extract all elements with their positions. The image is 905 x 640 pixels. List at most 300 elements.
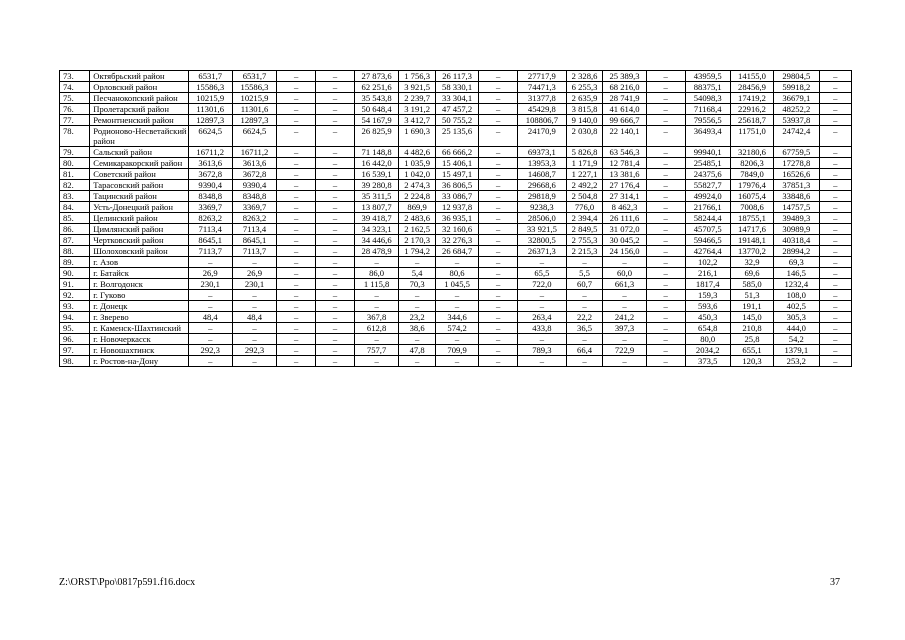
value-cell: 2 483,6 [399, 213, 436, 224]
value-cell: 22,2 [566, 312, 603, 323]
value-cell: 15586,3 [232, 82, 276, 93]
value-cell: – [479, 147, 518, 158]
value-cell: 36,5 [566, 323, 603, 334]
value-cell: 22916,2 [730, 104, 773, 115]
table-row [60, 312, 852, 323]
value-cell: 1 115,8 [354, 279, 398, 290]
value-cell: 722,0 [518, 279, 567, 290]
value-cell: 30989,9 [774, 224, 819, 235]
value-cell: – [316, 323, 355, 334]
value-cell: 869,9 [399, 202, 436, 213]
value-cell: 7113,4 [188, 224, 232, 235]
table-row [60, 279, 852, 290]
value-cell: 80,0 [685, 334, 730, 345]
value-cell: 593,6 [685, 301, 730, 312]
value-cell: 32800,5 [518, 235, 567, 246]
table-row [60, 213, 852, 224]
value-cell: – [188, 257, 232, 268]
table-row [60, 301, 852, 312]
value-cell: 26 684,7 [435, 246, 478, 257]
district-name: Шолоховский район [90, 246, 188, 257]
value-cell: 69,3 [774, 257, 819, 268]
value-cell: 2 030,8 [566, 126, 603, 147]
value-cell: – [603, 356, 646, 367]
row-number: 77. [60, 115, 90, 126]
value-cell: – [646, 202, 685, 213]
value-cell: – [479, 235, 518, 246]
value-cell: – [479, 323, 518, 334]
table-row [60, 126, 852, 147]
table-row [60, 235, 852, 246]
value-cell: – [646, 345, 685, 356]
value-cell: – [277, 191, 316, 202]
value-cell: 305,3 [774, 312, 819, 323]
value-cell: – [518, 257, 567, 268]
value-cell: 47,8 [399, 345, 436, 356]
value-cell: – [819, 279, 852, 290]
value-cell: – [646, 71, 685, 82]
value-cell: – [603, 290, 646, 301]
value-cell: – [277, 246, 316, 257]
value-cell: – [399, 257, 436, 268]
district-name: Ремонтненский район [90, 115, 188, 126]
value-cell: – [277, 147, 316, 158]
row-number: 90. [60, 268, 90, 279]
value-cell: 33 304,1 [435, 93, 478, 104]
value-cell: – [316, 224, 355, 235]
table-row [60, 115, 852, 126]
value-cell: – [316, 202, 355, 213]
value-cell: 16711,2 [188, 147, 232, 158]
value-cell: 26 111,6 [603, 213, 646, 224]
value-cell: 16711,2 [232, 147, 276, 158]
data-table [59, 70, 852, 367]
value-cell: 11301,6 [188, 104, 232, 115]
value-cell: 344,6 [435, 312, 478, 323]
value-cell: 25 389,3 [603, 71, 646, 82]
district-name: Пролетарский район [90, 104, 188, 115]
value-cell: – [277, 334, 316, 345]
value-cell: 29668,6 [518, 180, 567, 191]
row-number: 95. [60, 323, 90, 334]
value-cell: 34 323,1 [354, 224, 398, 235]
value-cell: – [646, 104, 685, 115]
table-row [60, 268, 852, 279]
value-cell: – [819, 213, 852, 224]
value-cell: – [819, 268, 852, 279]
district-name: г. Зверево [90, 312, 188, 323]
value-cell: – [603, 334, 646, 345]
value-cell: – [479, 169, 518, 180]
value-cell: 39 418,7 [354, 213, 398, 224]
value-cell: 99 666,7 [603, 115, 646, 126]
district-name: г. Волгодонск [90, 279, 188, 290]
value-cell: – [518, 290, 567, 301]
value-cell: 1817,4 [685, 279, 730, 290]
value-cell: 45707,5 [685, 224, 730, 235]
value-cell: 32,9 [730, 257, 773, 268]
row-number: 91. [60, 279, 90, 290]
value-cell: – [479, 191, 518, 202]
row-number: 98. [60, 356, 90, 367]
value-cell: – [316, 82, 355, 93]
value-cell: 15586,3 [188, 82, 232, 93]
value-cell: – [399, 290, 436, 301]
district-name: г. Гуково [90, 290, 188, 301]
value-cell: 6 255,3 [566, 82, 603, 93]
value-cell: 54098,3 [685, 93, 730, 104]
value-cell: – [646, 290, 685, 301]
value-cell: 41 614,0 [603, 104, 646, 115]
value-cell: – [399, 301, 436, 312]
value-cell: – [479, 71, 518, 82]
value-cell: – [479, 246, 518, 257]
value-cell: – [277, 235, 316, 246]
value-cell: 6531,7 [188, 71, 232, 82]
value-cell: – [819, 290, 852, 301]
value-cell: – [819, 345, 852, 356]
value-cell: 102,2 [685, 257, 730, 268]
value-cell: 16075,4 [730, 191, 773, 202]
value-cell: – [277, 115, 316, 126]
value-cell: – [819, 246, 852, 257]
value-cell: 15 497,1 [435, 169, 478, 180]
value-cell: 1 042,0 [399, 169, 436, 180]
row-number: 75. [60, 93, 90, 104]
value-cell: 10215,9 [232, 93, 276, 104]
value-cell: – [646, 257, 685, 268]
value-cell: 2 394,4 [566, 213, 603, 224]
value-cell: – [479, 334, 518, 345]
table-row [60, 82, 852, 93]
value-cell: 16526,6 [774, 169, 819, 180]
value-cell: – [819, 158, 852, 169]
value-cell: 45429,8 [518, 104, 567, 115]
value-cell: 30 045,2 [603, 235, 646, 246]
value-cell: 5,4 [399, 268, 436, 279]
value-cell: 49924,0 [685, 191, 730, 202]
value-cell: 8 462,3 [603, 202, 646, 213]
value-cell: 27 873,6 [354, 71, 398, 82]
value-cell: – [819, 312, 852, 323]
value-cell: 40318,4 [774, 235, 819, 246]
district-name: Советский район [90, 169, 188, 180]
value-cell: 9390,4 [232, 180, 276, 191]
value-cell: 2 474,3 [399, 180, 436, 191]
value-cell: – [277, 126, 316, 147]
value-cell: – [316, 268, 355, 279]
value-cell: – [232, 257, 276, 268]
value-cell: – [566, 301, 603, 312]
value-cell: 2 504,8 [566, 191, 603, 202]
value-cell: 2034,2 [685, 345, 730, 356]
district-name: г. Батайск [90, 268, 188, 279]
value-cell: 8263,2 [232, 213, 276, 224]
value-cell: – [316, 71, 355, 82]
value-cell: 79556,5 [685, 115, 730, 126]
value-cell: – [232, 334, 276, 345]
table-row [60, 356, 852, 367]
value-cell: 1 045,5 [435, 279, 478, 290]
value-cell: – [646, 356, 685, 367]
row-number: 79. [60, 147, 90, 158]
value-cell: – [316, 213, 355, 224]
value-cell: – [232, 290, 276, 301]
table-row [60, 169, 852, 180]
value-cell: – [646, 147, 685, 158]
value-cell: – [819, 202, 852, 213]
value-cell: 54 167,9 [354, 115, 398, 126]
value-cell: – [277, 71, 316, 82]
value-cell: 28 741,9 [603, 93, 646, 104]
value-cell: 31 072,0 [603, 224, 646, 235]
table-row [60, 104, 852, 115]
value-cell: 60,7 [566, 279, 603, 290]
value-cell: 1232,4 [774, 279, 819, 290]
value-cell: 450,3 [685, 312, 730, 323]
row-number: 87. [60, 235, 90, 246]
value-cell: – [277, 345, 316, 356]
value-cell: 6624,5 [188, 126, 232, 147]
value-cell: – [316, 115, 355, 126]
value-cell: 32 160,6 [435, 224, 478, 235]
district-name: Чертковский район [90, 235, 188, 246]
value-cell: – [316, 169, 355, 180]
table-row [60, 345, 852, 356]
value-cell: 1 227,1 [566, 169, 603, 180]
value-cell: 3613,6 [232, 158, 276, 169]
value-cell: 8645,1 [188, 235, 232, 246]
value-cell: – [354, 290, 398, 301]
value-cell: 26,9 [232, 268, 276, 279]
value-cell: – [277, 224, 316, 235]
value-cell: 66 666,2 [435, 147, 478, 158]
value-cell: – [646, 246, 685, 257]
value-cell: 2 328,6 [566, 71, 603, 82]
table-row [60, 323, 852, 334]
value-cell: 50 755,2 [435, 115, 478, 126]
value-cell: 661,3 [603, 279, 646, 290]
value-cell: – [277, 180, 316, 191]
district-name: Сальский район [90, 147, 188, 158]
value-cell: – [819, 323, 852, 334]
value-cell: – [819, 104, 852, 115]
table-row [60, 71, 852, 82]
value-cell: 654,8 [685, 323, 730, 334]
value-cell: – [277, 158, 316, 169]
value-cell: – [479, 115, 518, 126]
district-name: г. Каменск-Шахтинский [90, 323, 188, 334]
value-cell: 26,9 [188, 268, 232, 279]
value-cell: – [277, 104, 316, 115]
value-cell: 70,3 [399, 279, 436, 290]
value-cell: – [316, 290, 355, 301]
footer-file-path: Z:\ORST\Ppo\0817p591.f16.docx [59, 577, 196, 588]
value-cell: – [819, 147, 852, 158]
value-cell: – [479, 202, 518, 213]
value-cell: 2 162,5 [399, 224, 436, 235]
value-cell: 146,5 [774, 268, 819, 279]
value-cell: 36 935,1 [435, 213, 478, 224]
value-cell: – [277, 323, 316, 334]
value-cell: – [479, 290, 518, 301]
value-cell: 14155,0 [730, 71, 773, 82]
district-name: Песчанокопский район [90, 93, 188, 104]
table-row [60, 93, 852, 104]
value-cell: 24375,6 [685, 169, 730, 180]
value-cell: 2 215,3 [566, 246, 603, 257]
page-number: 37 [830, 577, 840, 588]
value-cell: – [277, 356, 316, 367]
district-name: Целинский район [90, 213, 188, 224]
value-cell: – [646, 82, 685, 93]
value-cell: 65,5 [518, 268, 567, 279]
row-number: 80. [60, 158, 90, 169]
value-cell: 58244,4 [685, 213, 730, 224]
value-cell: 28456,9 [730, 82, 773, 93]
value-cell: 27 176,4 [603, 180, 646, 191]
value-cell: – [188, 290, 232, 301]
row-number: 89. [60, 257, 90, 268]
table-row [60, 202, 852, 213]
value-cell: 22 140,1 [603, 126, 646, 147]
value-cell: – [646, 334, 685, 345]
value-cell: – [819, 356, 852, 367]
district-name: г. Ростов-на-Дону [90, 356, 188, 367]
value-cell: 27717,9 [518, 71, 567, 82]
value-cell: – [479, 82, 518, 93]
district-name: Тарасовский район [90, 180, 188, 191]
value-cell: 612,8 [354, 323, 398, 334]
value-cell: 8348,8 [188, 191, 232, 202]
value-cell: 38,6 [399, 323, 436, 334]
value-cell: 62 251,6 [354, 82, 398, 93]
value-cell: 444,0 [774, 323, 819, 334]
value-cell: 1 171,9 [566, 158, 603, 169]
value-cell: 3369,7 [232, 202, 276, 213]
value-cell: 8206,3 [730, 158, 773, 169]
value-cell: – [819, 169, 852, 180]
value-cell: – [646, 93, 685, 104]
value-cell: 1 035,9 [399, 158, 436, 169]
value-cell: 8348,8 [232, 191, 276, 202]
value-cell: – [819, 191, 852, 202]
value-cell: 13770,2 [730, 246, 773, 257]
value-cell: 789,3 [518, 345, 567, 356]
value-cell: 3 815,8 [566, 104, 603, 115]
value-cell: 120,3 [730, 356, 773, 367]
value-cell: 2 239,7 [399, 93, 436, 104]
value-cell: – [277, 268, 316, 279]
value-cell: 33 921,5 [518, 224, 567, 235]
value-cell: 230,1 [232, 279, 276, 290]
row-number: 83. [60, 191, 90, 202]
value-cell: 13953,3 [518, 158, 567, 169]
value-cell: 210,8 [730, 323, 773, 334]
value-cell: – [479, 257, 518, 268]
table-row [60, 224, 852, 235]
value-cell: 292,3 [188, 345, 232, 356]
value-cell: 108806,7 [518, 115, 567, 126]
row-number: 82. [60, 180, 90, 191]
value-cell: – [603, 301, 646, 312]
value-cell: – [277, 312, 316, 323]
value-cell: – [277, 169, 316, 180]
value-cell: – [819, 180, 852, 191]
value-cell: 9 140,0 [566, 115, 603, 126]
value-cell: 14717,6 [730, 224, 773, 235]
district-name: Орловский район [90, 82, 188, 93]
value-cell: 145,0 [730, 312, 773, 323]
value-cell: 7008,6 [730, 202, 773, 213]
value-cell: – [316, 180, 355, 191]
row-number: 93. [60, 301, 90, 312]
value-cell: 48252,2 [774, 104, 819, 115]
value-cell: – [479, 268, 518, 279]
value-cell: 1 756,3 [399, 71, 436, 82]
value-cell: 2 492,2 [566, 180, 603, 191]
value-cell: 3 191,2 [399, 104, 436, 115]
value-cell: 3 921,5 [399, 82, 436, 93]
value-cell: 26 117,3 [435, 71, 478, 82]
value-cell: 74471,3 [518, 82, 567, 93]
value-cell: – [316, 147, 355, 158]
value-cell: 5,5 [566, 268, 603, 279]
value-cell: 28 478,9 [354, 246, 398, 257]
value-cell: 2 170,3 [399, 235, 436, 246]
district-name: г. Донецк [90, 301, 188, 312]
value-cell: – [479, 180, 518, 191]
value-cell: – [188, 356, 232, 367]
value-cell: – [277, 93, 316, 104]
value-cell: – [316, 257, 355, 268]
value-cell: 12 781,4 [603, 158, 646, 169]
value-cell: – [819, 301, 852, 312]
table-row [60, 180, 852, 191]
value-cell: 55827,7 [685, 180, 730, 191]
value-cell: 47 457,2 [435, 104, 478, 115]
value-cell: 43959,5 [685, 71, 730, 82]
value-cell: 7113,7 [188, 246, 232, 257]
value-cell: – [819, 126, 852, 147]
value-cell: 66,4 [566, 345, 603, 356]
value-cell: 99940,1 [685, 147, 730, 158]
value-cell: 397,3 [603, 323, 646, 334]
value-cell: – [316, 301, 355, 312]
value-cell: 39 280,8 [354, 180, 398, 191]
value-cell: 63 546,3 [603, 147, 646, 158]
value-cell: 709,9 [435, 345, 478, 356]
value-cell: – [316, 235, 355, 246]
value-cell: 3613,6 [188, 158, 232, 169]
value-cell: 16 442,0 [354, 158, 398, 169]
value-cell: – [646, 279, 685, 290]
value-cell: – [479, 104, 518, 115]
value-cell: – [188, 323, 232, 334]
value-cell: – [646, 158, 685, 169]
value-cell: – [646, 224, 685, 235]
value-cell: 292,3 [232, 345, 276, 356]
value-cell: – [316, 279, 355, 290]
value-cell: 59918,2 [774, 82, 819, 93]
value-cell: – [316, 334, 355, 345]
value-cell: – [646, 191, 685, 202]
value-cell: – [435, 257, 478, 268]
value-cell: 13 381,6 [603, 169, 646, 180]
value-cell: 54,2 [774, 334, 819, 345]
row-number: 88. [60, 246, 90, 257]
value-cell: 24742,4 [774, 126, 819, 147]
